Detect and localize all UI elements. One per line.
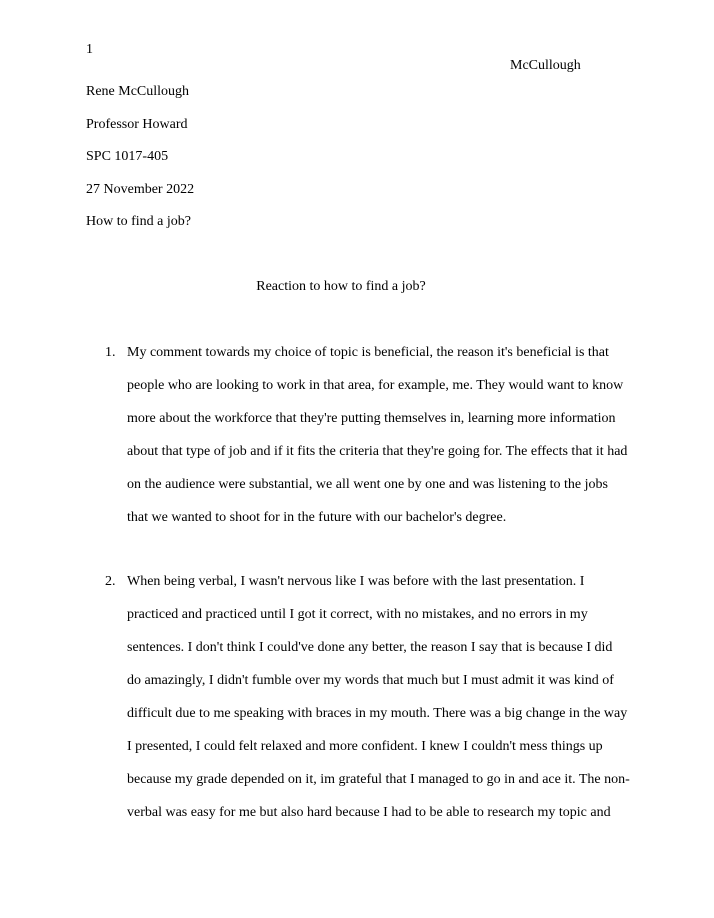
document-title: Reaction to how to find a job?	[256, 279, 426, 294]
list-item	[86, 574, 646, 838]
paragraph-line: I presented, I could felt relaxed and more confident. I knew I couldn't mess things up	[127, 739, 603, 754]
numbered-list	[86, 345, 646, 838]
paragraph-line: do amazingly, I didn't fumble over my words that much but I must admit it was kind of	[127, 673, 614, 688]
paragraph-line: people who are looking to work in that area, for example, me. They would want to know	[127, 378, 624, 393]
list-item	[86, 345, 646, 543]
running-head: McCullough	[510, 58, 581, 73]
paragraph-line: sentences. I don't think I could've done any better, the reason I say that is because I did	[127, 640, 613, 655]
paragraph-line: verbal was easy for me but also hard because I had to be able to research my topic and	[127, 805, 611, 820]
list-item-number: 2.	[105, 574, 116, 589]
list-item-number: 1.	[105, 345, 116, 360]
paragraph-line: about that type of job and if it fits the criteria that they're going for. The effects that it had	[127, 444, 628, 459]
paragraph-line: on the audience were substantial, we all went one by one and was listening to the jobs	[127, 477, 608, 492]
paragraph-line: difficult due to me speaking with braces in my mouth. There was a big change in the way	[127, 706, 628, 721]
course-code: SPC 1017-405	[86, 149, 169, 164]
paragraph-line: practiced and practiced until I got it correct, with no mistakes, and no errors in my	[127, 607, 588, 622]
paragraph-line: because my grade depended on it, im grateful that I managed to go in and ace it. The non-	[127, 772, 630, 787]
document-date: 27 November 2022	[86, 181, 195, 197]
paragraph-line: When being verbal, I wasn't nervous like I was before with the last presentation. I	[127, 574, 585, 589]
topic-line: How to find a job?	[86, 214, 191, 229]
paragraph-line: that we wanted to shoot for in the future with our bachelor's degree.	[127, 510, 507, 525]
professor-name: Professor Howard	[86, 116, 188, 132]
paragraph-line: more about the workforce that they're putting themselves in, learning more information	[127, 411, 616, 426]
mla-heading	[86, 84, 194, 247]
paragraph-line: My comment towards my choice of topic is beneficial, the reason it's beneficial is that	[127, 345, 609, 360]
page-number: 1	[86, 42, 93, 57]
author-name: Rene McCullough	[86, 84, 190, 99]
